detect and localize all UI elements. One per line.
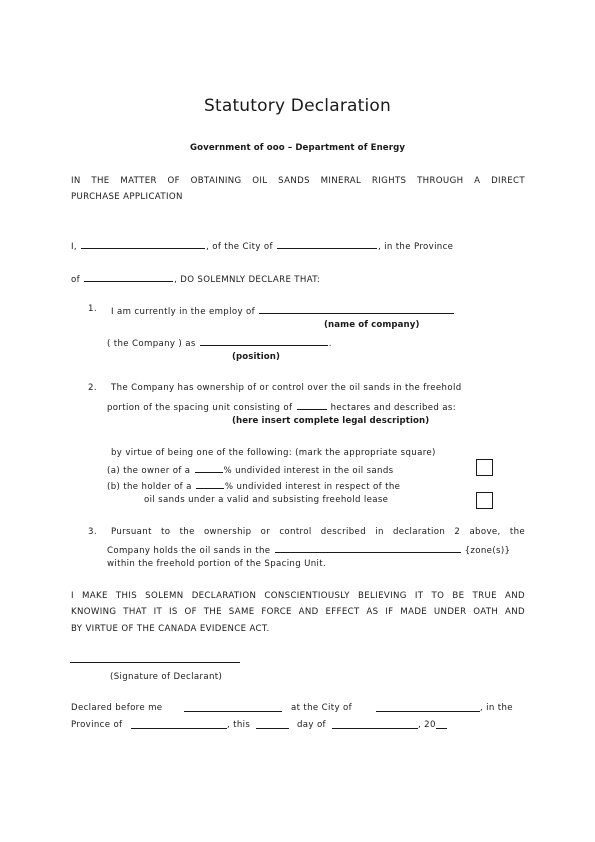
declarant-province-field[interactable] bbox=[84, 272, 173, 282]
commissioner-province-field[interactable] bbox=[131, 728, 227, 729]
page-subtitle: Government of ooo – Department of Energy bbox=[189, 143, 406, 153]
item-1-number: 1. bbox=[88, 304, 97, 314]
solemn-line-3: BY VIRTUE OF THE CANADA EVIDENCE ACT. bbox=[71, 624, 270, 634]
option-b-line bbox=[107, 479, 400, 492]
signature-line[interactable] bbox=[70, 662, 240, 663]
year-field[interactable] bbox=[436, 728, 447, 729]
in-the-text: , in the bbox=[480, 703, 513, 713]
zone-prefix: Company holds the oil sands in the bbox=[107, 546, 271, 556]
year-text: , 20 bbox=[418, 720, 436, 730]
declarant-city-field[interactable] bbox=[277, 239, 377, 249]
item-3-line-1: Pursuant to the ownership or control described in declaration 2 above, the bbox=[111, 527, 525, 537]
declarant-name-field[interactable] bbox=[81, 239, 205, 249]
province-line bbox=[71, 272, 320, 285]
page-title: Statutory Declaration bbox=[203, 96, 392, 116]
option-a-prefix: (a) the owner of a bbox=[107, 466, 191, 476]
commissioner-name-field[interactable] bbox=[184, 711, 282, 712]
option-a-checkbox[interactable] bbox=[476, 459, 493, 476]
employ-text: I am currently in the employ of bbox=[111, 307, 255, 317]
solemn-line-2: KNOWING THAT IT IS OF THE SAME FORCE AND EFFECT AS IF MADE UNDER OATH AND bbox=[71, 607, 525, 617]
i-prefix: I, bbox=[71, 242, 77, 252]
option-b-line-2: oil sands under a valid and subsisting freehold lease bbox=[144, 495, 389, 505]
position-period: . bbox=[328, 339, 332, 349]
of-prefix: of bbox=[71, 275, 80, 285]
item-2-number: 2. bbox=[88, 383, 97, 393]
month-field[interactable] bbox=[332, 728, 418, 729]
option-b-prefix: (b) the holder of a bbox=[107, 482, 192, 492]
option-b-checkbox[interactable] bbox=[476, 492, 493, 509]
day-field[interactable] bbox=[256, 728, 289, 729]
hectares-text: hectares and described as: bbox=[330, 403, 456, 413]
declared-before-text: Declared before me bbox=[71, 703, 163, 713]
item-3-number: 3. bbox=[88, 527, 97, 537]
option-a-suffix: % undivided interest in the oil sands bbox=[223, 466, 394, 476]
this-text: , this bbox=[227, 720, 251, 730]
option-a-percent-field[interactable] bbox=[195, 463, 223, 473]
company-as-text: ( the Company ) as bbox=[107, 339, 196, 349]
option-b-suffix: % undivided interest in respect of the bbox=[224, 482, 401, 492]
position-label: (position) bbox=[232, 352, 281, 362]
matter-line-1: IN THE MATTER OF OBTAINING OIL SANDS MINERAL RIGHTS THROUGH A DIRECT bbox=[71, 176, 525, 186]
item-3-line-2 bbox=[107, 543, 510, 556]
signature-label: (Signature of Declarant) bbox=[110, 672, 223, 682]
spacing-unit-text: portion of the spacing unit consisting of bbox=[107, 403, 293, 413]
declarant-line bbox=[71, 239, 453, 252]
day-of-text: day of bbox=[297, 720, 326, 730]
option-a-line bbox=[107, 463, 393, 476]
province-of-text: Province of bbox=[71, 720, 123, 730]
company-name-label: (name of company) bbox=[324, 320, 420, 330]
hectares-field[interactable] bbox=[297, 400, 327, 410]
item-3-line-3: within the freehold portion of the Spacing Unit. bbox=[107, 559, 327, 569]
item-2-line-1: The Company has ownership of or control over the oil sands in the freehold bbox=[111, 383, 462, 393]
item-1-line bbox=[111, 304, 455, 317]
at-city-text: at the City of bbox=[291, 703, 352, 713]
zone-field[interactable] bbox=[275, 543, 461, 553]
option-b-percent-field[interactable] bbox=[196, 479, 224, 489]
zone-suffix: {zone(s)} bbox=[464, 546, 511, 556]
position-field[interactable] bbox=[200, 336, 328, 346]
commissioner-city-field[interactable] bbox=[376, 711, 480, 712]
legal-description-label: (here insert complete legal description) bbox=[232, 416, 430, 426]
of-city-text: , of the City of bbox=[206, 242, 273, 252]
item-2-line-2 bbox=[107, 400, 456, 413]
solemnly-declare-text: , DO SOLEMNLY DECLARE THAT: bbox=[174, 275, 321, 285]
position-line bbox=[107, 336, 332, 349]
company-name-field[interactable] bbox=[259, 304, 454, 314]
solemn-line-1: I MAKE THIS SOLEMN DECLARATION CONSCIENTIOUSLY BELIEVING IT TO BE TRUE AND bbox=[71, 591, 525, 601]
matter-line-2: PURCHASE APPLICATION bbox=[71, 192, 183, 202]
virtue-text: by virtue of being one of the following: (mark the appropriate square) bbox=[111, 448, 436, 458]
in-province-text: , in the Province bbox=[377, 242, 454, 252]
